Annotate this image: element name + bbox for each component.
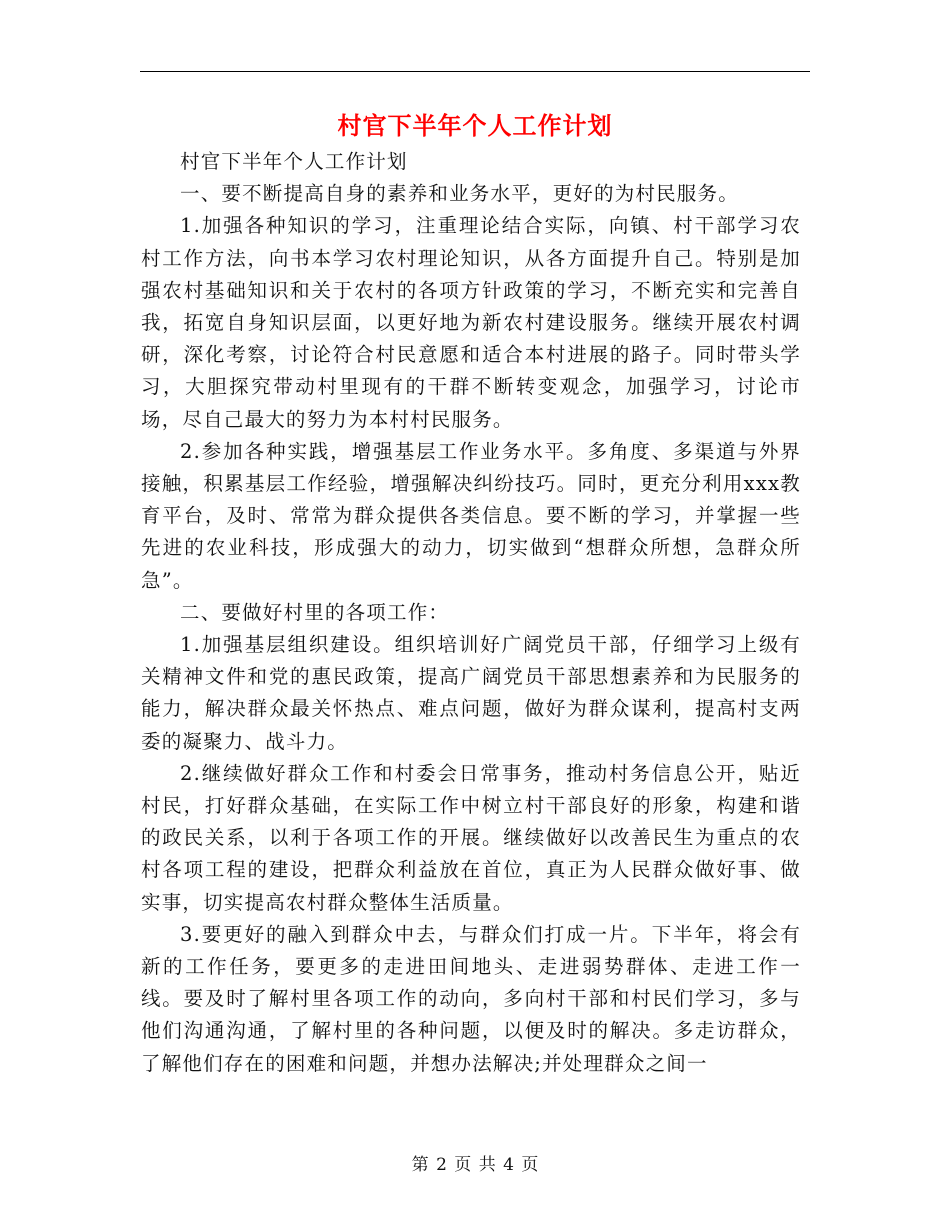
paragraph-1-1: 1.加强各种知识的学习，注重理论结合实际，向镇、村干部学习农村工作方法，向书本学习农村理论知识，从各方面提升自己。特别是加强农村基础知识和关于农村的各项方针政策的学习，不断充实和完善自我，拓宽自身知识层面，以更好地为新农村建设服务。继续开展农村调研，深化考察，讨论符合村民意愿和适合本村进展的路子。同时带头学习，大胆探究带动村里现有的干群不断转变观念，加强学习，讨论市场，尽自己最大的努力为本村村民服务。: [141, 214, 801, 431]
document-body: [141, 146, 801, 1080]
paragraph-1-2: 2.参加各种实践，增强基层工作业务水平。多角度、多渠道与外界接触，积累基层工作经验，增强解决纠纷技巧。同时，更充分利用xxx教育平台，及时、常常为群众提供各类信息。要不断的学习，并掌握一些先进的农业科技，形成强大的动力，切实做到“想群众所想，急群众所急”。: [141, 439, 801, 592]
paragraph-2-3: 3.要更好的融入到群众中去，与群众们打成一片。下半年，将会有新的工作任务，要更多的走进田间地头、走进弱势群体、走进工作一线。要及时了解村里各项工作的动向，多向村干部和村民们学习，多与他们沟通沟通，了解村里的各种问题，以便及时的解决。多走访群众，了解他们存在的困难和问题，并想办法解决;并处理群众之间一: [141, 922, 801, 1075]
page-number-footer: 第 2 页 共 4 页: [411, 1155, 539, 1175]
header-rule: [140, 71, 810, 72]
paragraph-section-1-heading: 一、要不断提高自身的素养和业务水平，更好的为村民服务。: [180, 182, 739, 206]
paragraph-2-1: 1.加强基层组织建设。组织培训好广阔党员干部，仔细学习上级有关精神文件和党的惠民政策，提高广阔党员干部思想素养和为民服务的能力，解决群众最关怀热点、难点问题，做好为群众谋利，提高村支两委的凝聚力、战斗力。: [141, 633, 801, 753]
paragraph-subtitle: 村官下半年个人工作计划: [180, 150, 408, 173]
paragraph-section-2-heading: 二、要做好村里的各项工作：: [180, 600, 450, 624]
paragraph-2-2: 2.继续做好群众工作和村委会日常事务，推动村务信息公开，贴近村民，打好群众基础，在实际工作中树立村干部良好的形象，构建和谐的政民关系，以利于各项工作的开展。继续做好以改善民生为重点的农村各项工程的建设，把群众利益放在首位，真正为人民群众做好事、做实事，切实提高农村群众整体生活质量。: [141, 761, 801, 914]
document-title: 村官下半年个人工作计划: [337, 111, 613, 140]
